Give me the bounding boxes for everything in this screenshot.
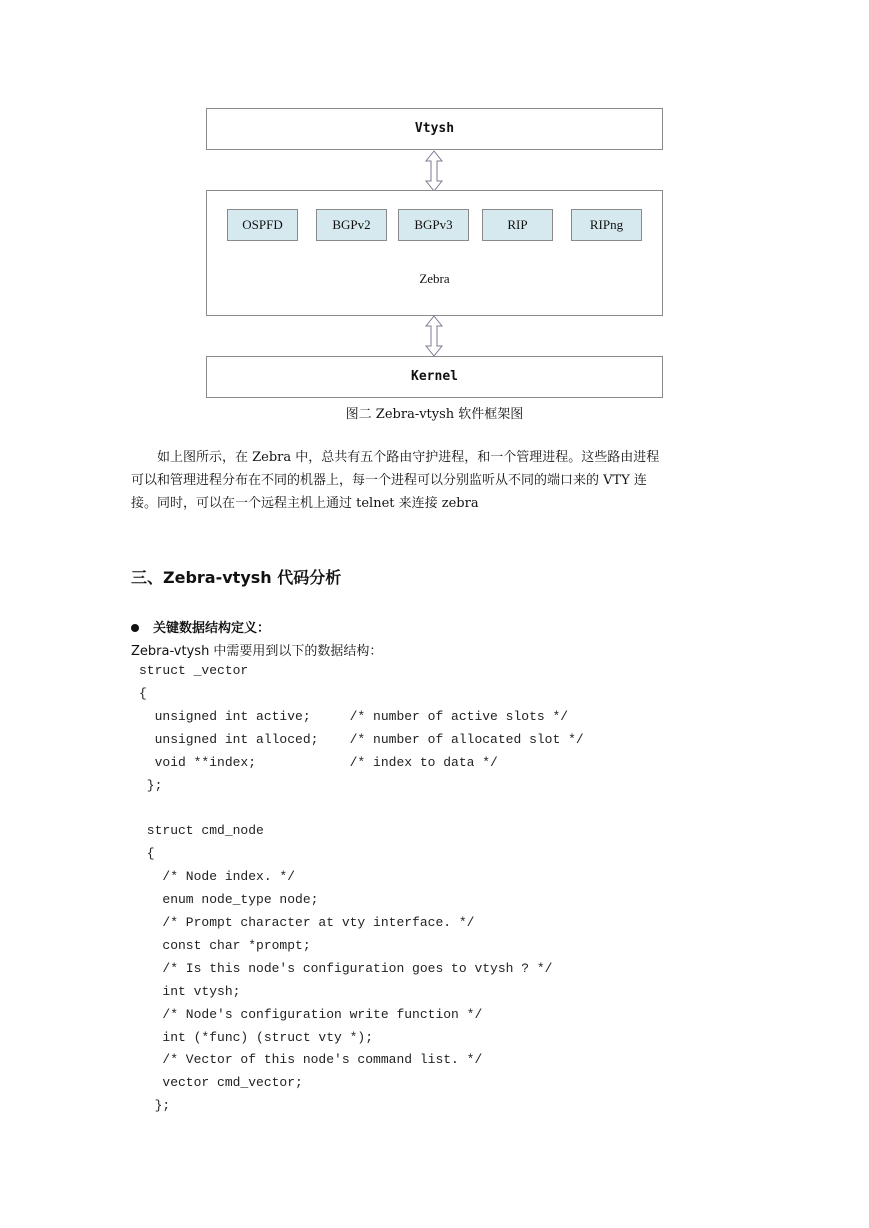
paragraph-line: 接。同时，可以在一个远程主机上通过 telnet 来连接 zebra <box>131 496 479 511</box>
code-line: int (*func) (struct vty *); <box>139 1029 374 1045</box>
zebra-box <box>206 190 663 316</box>
code-line: unsigned int active; /* number of active slots */ <box>139 708 569 724</box>
code-line: { <box>139 846 155 862</box>
code-line: void **index; /* index to data */ <box>139 754 498 770</box>
bullet-item <box>131 617 270 636</box>
zebra-label: Zebra <box>419 271 450 286</box>
code-line: /* Node index. */ <box>139 869 296 885</box>
bullet-text: 关键数据结构定义： <box>153 621 271 636</box>
code-line: enum node_type node; <box>139 892 319 908</box>
code-line: vector cmd_vector; <box>139 1075 303 1091</box>
code-line: /* Is this node's configuration goes to vtysh ? */ <box>139 960 553 976</box>
kernel-box <box>206 356 663 398</box>
body-paragraph <box>131 446 741 515</box>
code-line: }; <box>139 1098 171 1114</box>
code-block <box>139 660 584 1118</box>
double-arrow-icon <box>424 150 444 192</box>
code-line: /* Node's configuration write function */ <box>139 1006 483 1022</box>
vtysh-label: Vtysh <box>414 121 455 136</box>
code-line: int vtysh; <box>139 983 241 999</box>
code-line: struct _vector <box>139 663 249 678</box>
kernel-label: Kernel <box>411 369 458 384</box>
code-line: unsigned int alloced; /* number of allocated slot */ <box>139 731 584 747</box>
code-line: /* Prompt character at vty interface. */ <box>139 914 475 930</box>
module-bgpv3: BGPv3 <box>398 209 469 241</box>
module-ripng: RIPng <box>571 209 642 241</box>
figure-caption: 图二 Zebra-vtysh 软件框架图 <box>345 407 524 422</box>
module-rip: RIP <box>482 209 553 241</box>
paragraph-line: 可以和管理进程分布在不同的机器上，每一个进程可以分别监听从不同的端口来的 VTY 连 <box>131 473 647 488</box>
paragraph-line: 如上图所示，在 Zebra 中，总共有五个路由守护进程，和一个管理进程。这些路由进程 <box>131 450 660 465</box>
vtysh-box <box>206 108 663 150</box>
code-line: { <box>139 685 147 701</box>
code-line: const char *prompt; <box>139 937 311 953</box>
bullet-dot-icon <box>131 624 139 632</box>
code-line: struct cmd_node <box>139 823 264 839</box>
code-line: /* Vector of this node's command list. */ <box>139 1052 483 1068</box>
module-ospfd: OSPFD <box>227 209 298 241</box>
module-bgpv2: BGPv2 <box>316 209 387 241</box>
double-arrow-icon <box>424 315 444 357</box>
intro-text: Zebra-vtysh 中需要用到以下的数据结构： <box>131 644 383 659</box>
code-line: }; <box>139 777 163 793</box>
section-heading: 三、Zebra-vtysh 代码分析 <box>131 568 342 587</box>
